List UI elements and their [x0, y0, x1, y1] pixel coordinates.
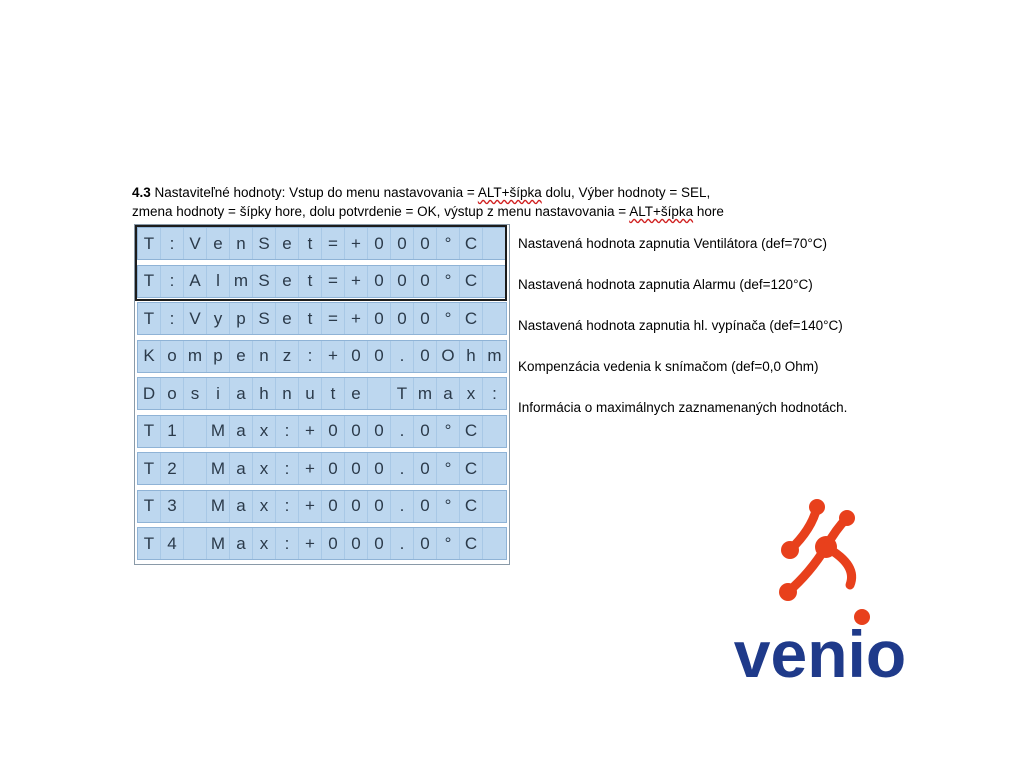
- section-number: 4.3: [132, 185, 151, 200]
- lcd-char-cell: 0: [345, 528, 368, 559]
- lcd-row: [137, 340, 507, 373]
- lcd-char-cell: 0: [391, 228, 414, 259]
- lcd-char-cell: +: [299, 528, 322, 559]
- lcd-char-cell: M: [207, 491, 230, 522]
- lcd-char-cell: T: [138, 228, 161, 259]
- lcd-char-cell: 0: [368, 491, 391, 522]
- lcd-row: [137, 527, 507, 560]
- lcd-char-cell: [483, 491, 506, 522]
- lcd-char-cell: t: [299, 228, 322, 259]
- lcd-row: [137, 227, 507, 260]
- lcd-char-cell: C: [460, 416, 483, 447]
- lcd-char-cell: m: [184, 341, 207, 372]
- lcd-char-cell: 2: [161, 453, 184, 484]
- lcd-char-cell: y: [207, 303, 230, 334]
- lcd-char-cell: 3: [161, 491, 184, 522]
- lcd-char-cell: C: [460, 453, 483, 484]
- heading-text: dolu, Výber hodnoty = SEL,: [541, 185, 711, 200]
- lcd-char-cell: 0: [322, 528, 345, 559]
- lcd-char-cell: .: [391, 341, 414, 372]
- lcd-char-cell: C: [460, 491, 483, 522]
- lcd-char-cell: [483, 453, 506, 484]
- logo-mark-icon: [779, 499, 870, 625]
- lcd-char-cell: m: [414, 378, 437, 409]
- lcd-char-cell: K: [138, 341, 161, 372]
- lcd-char-cell: u: [299, 378, 322, 409]
- lcd-char-cell: 0: [414, 528, 437, 559]
- lcd-char-cell: 0: [322, 453, 345, 484]
- lcd-char-cell: x: [253, 416, 276, 447]
- lcd-char-cell: .: [391, 416, 414, 447]
- lcd-char-cell: 0: [345, 416, 368, 447]
- lcd-char-cell: T: [138, 491, 161, 522]
- lcd-char-cell: p: [207, 341, 230, 372]
- lcd-char-cell: [483, 303, 506, 334]
- lcd-char-cell: T: [138, 453, 161, 484]
- lcd-char-cell: a: [230, 453, 253, 484]
- lcd-char-cell: :: [299, 341, 322, 372]
- lcd-char-cell: 1: [161, 416, 184, 447]
- desc-ventilator: Nastavená hodnota zapnutia Ventilátora (def=70°C): [518, 236, 827, 251]
- lcd-char-cell: [483, 416, 506, 447]
- lcd-char-cell: l: [207, 266, 230, 297]
- lcd-char-cell: V: [184, 228, 207, 259]
- lcd-char-cell: M: [207, 528, 230, 559]
- lcd-char-cell: 0: [368, 416, 391, 447]
- lcd-char-cell: a: [230, 491, 253, 522]
- heading-text: Nastaviteľné hodnoty: Vstup do menu nastavovania =: [154, 185, 478, 200]
- lcd-row: [137, 377, 507, 410]
- lcd-char-cell: a: [230, 528, 253, 559]
- lcd-char-cell: s: [184, 378, 207, 409]
- lcd-char-cell: x: [253, 453, 276, 484]
- lcd-char-cell: D: [138, 378, 161, 409]
- lcd-char-cell: 0: [345, 341, 368, 372]
- lcd-char-cell: 0: [414, 491, 437, 522]
- lcd-char-cell: °: [437, 228, 460, 259]
- lcd-char-cell: 0: [391, 266, 414, 297]
- shortcut-text: ALT+šípka: [477, 185, 542, 200]
- lcd-char-cell: e: [276, 303, 299, 334]
- lcd-char-cell: [184, 416, 207, 447]
- desc-main-switch: Nastavená hodnota zapnutia hl. vypínača (def=140°C): [518, 318, 843, 333]
- desc-max-info: Informácia o maximálnych zaznamenaných hodnotách.: [518, 400, 848, 415]
- section-heading: [132, 183, 932, 221]
- lcd-char-cell: x: [253, 528, 276, 559]
- lcd-char-cell: =: [322, 228, 345, 259]
- lcd-char-cell: i: [207, 378, 230, 409]
- lcd-char-cell: M: [207, 416, 230, 447]
- shortcut-text: ALT+šípka: [629, 204, 694, 219]
- lcd-char-cell: 0: [368, 266, 391, 297]
- lcd-char-cell: °: [437, 528, 460, 559]
- lcd-char-cell: :: [276, 528, 299, 559]
- lcd-row: [137, 302, 507, 335]
- lcd-char-cell: S: [253, 228, 276, 259]
- lcd-char-cell: a: [437, 378, 460, 409]
- lcd-row: [137, 265, 507, 298]
- lcd-char-cell: V: [184, 303, 207, 334]
- lcd-char-cell: S: [253, 266, 276, 297]
- heading-text: hore: [693, 204, 724, 219]
- lcd-char-cell: +: [345, 266, 368, 297]
- lcd-char-cell: 0: [414, 228, 437, 259]
- lcd-char-cell: 0: [368, 528, 391, 559]
- lcd-char-cell: t: [322, 378, 345, 409]
- lcd-char-cell: C: [460, 528, 483, 559]
- lcd-char-cell: C: [460, 228, 483, 259]
- lcd-char-cell: 0: [414, 453, 437, 484]
- lcd-char-cell: 0: [414, 341, 437, 372]
- lcd-row: [137, 415, 507, 448]
- heading-line-1: [132, 183, 932, 202]
- lcd-char-cell: +: [299, 416, 322, 447]
- lcd-char-cell: °: [437, 303, 460, 334]
- lcd-char-cell: [368, 378, 391, 409]
- lcd-char-cell: [483, 528, 506, 559]
- lcd-char-cell: h: [253, 378, 276, 409]
- lcd-char-cell: m: [230, 266, 253, 297]
- lcd-char-cell: 0: [414, 416, 437, 447]
- lcd-char-cell: 0: [322, 491, 345, 522]
- lcd-char-cell: .: [391, 528, 414, 559]
- lcd-char-cell: 0: [345, 453, 368, 484]
- lcd-char-cell: =: [322, 303, 345, 334]
- lcd-char-cell: 0: [368, 228, 391, 259]
- desc-alarm: Nastavená hodnota zapnutia Alarmu (def=120°C): [518, 277, 813, 292]
- lcd-char-cell: +: [345, 303, 368, 334]
- lcd-char-cell: S: [253, 303, 276, 334]
- lcd-char-cell: T: [138, 528, 161, 559]
- lcd-char-cell: 0: [391, 303, 414, 334]
- lcd-char-cell: o: [161, 378, 184, 409]
- lcd-char-cell: 0: [414, 266, 437, 297]
- lcd-char-cell: °: [437, 266, 460, 297]
- lcd-char-cell: [483, 228, 506, 259]
- lcd-char-cell: :: [276, 453, 299, 484]
- lcd-char-cell: .: [391, 453, 414, 484]
- lcd-char-cell: p: [230, 303, 253, 334]
- lcd-char-cell: x: [460, 378, 483, 409]
- lcd-char-cell: =: [322, 266, 345, 297]
- lcd-char-cell: °: [437, 453, 460, 484]
- lcd-char-cell: [184, 453, 207, 484]
- lcd-char-cell: :: [492, 383, 497, 403]
- lcd-char-cell: :: [161, 303, 184, 334]
- lcd-char-cell: M: [207, 453, 230, 484]
- lcd-char-cell: A: [184, 266, 207, 297]
- desc-compensation: Kompenzácia vedenia k snímačom (def=0,0 Ohm): [518, 359, 819, 374]
- lcd-char-cell: 0: [368, 303, 391, 334]
- lcd-char-cell: O: [437, 341, 460, 372]
- heading-text: zmena hodnoty = šípky hore, dolu potvrdenie = OK, výstup z menu nastavovania =: [132, 204, 630, 219]
- lcd-char-cell: T: [138, 303, 161, 334]
- lcd-char-cell: n: [253, 341, 276, 372]
- lcd-char-cell: [184, 528, 207, 559]
- lcd-char-cell: 0: [368, 453, 391, 484]
- lcd-char-cell: +: [345, 228, 368, 259]
- lcd-char-cell: z: [276, 341, 299, 372]
- lcd-char-cell: t: [299, 266, 322, 297]
- lcd-char-cell: T: [138, 416, 161, 447]
- lcd-char-cell: e: [276, 266, 299, 297]
- lcd-char-cell: :: [161, 266, 184, 297]
- lcd-char-cell: a: [230, 378, 253, 409]
- lcd-char-cell: C: [460, 303, 483, 334]
- lcd-char-cell: .: [391, 491, 414, 522]
- lcd-char-cell: °: [437, 491, 460, 522]
- lcd-char-cell: x: [253, 491, 276, 522]
- lcd-char-cell: 0: [322, 416, 345, 447]
- lcd-char-cell: e: [207, 228, 230, 259]
- lcd-char-cell: e: [276, 228, 299, 259]
- logo-wordmark: venio: [733, 617, 907, 685]
- lcd-char-cell: o: [161, 341, 184, 372]
- lcd-char-cell: m: [487, 346, 502, 365]
- heading-line-2: [132, 202, 932, 221]
- lcd-row: [137, 490, 507, 523]
- lcd-char-cell: 0: [414, 303, 437, 334]
- lcd-char-cell: 4: [161, 528, 184, 559]
- lcd-char-cell: n: [230, 228, 253, 259]
- lcd-char-cell: °: [437, 416, 460, 447]
- lcd-char-cell: :: [276, 491, 299, 522]
- lcd-char-cell: +: [322, 341, 345, 372]
- lcd-char-cell: 0: [345, 491, 368, 522]
- lcd-char-cell: 0: [368, 341, 391, 372]
- lcd-char-cell: C: [460, 266, 483, 297]
- lcd-char-cell: e: [230, 341, 253, 372]
- lcd-char-cell: +: [299, 453, 322, 484]
- lcd-char-cell: T: [138, 266, 161, 297]
- lcd-char-cell: :: [276, 416, 299, 447]
- lcd-display: [134, 224, 510, 565]
- venio-logo: [700, 495, 940, 685]
- lcd-char-cell: e: [345, 378, 368, 409]
- lcd-char-cell: T: [391, 378, 414, 409]
- lcd-char-cell: n: [276, 378, 299, 409]
- lcd-char-cell: a: [230, 416, 253, 447]
- lcd-char-cell: [483, 266, 506, 297]
- lcd-char-cell: +: [299, 491, 322, 522]
- lcd-char-cell: [184, 491, 207, 522]
- lcd-char-cell: t: [299, 303, 322, 334]
- lcd-char-cell: :: [161, 228, 184, 259]
- lcd-row: [137, 452, 507, 485]
- lcd-char-cell: h: [460, 341, 483, 372]
